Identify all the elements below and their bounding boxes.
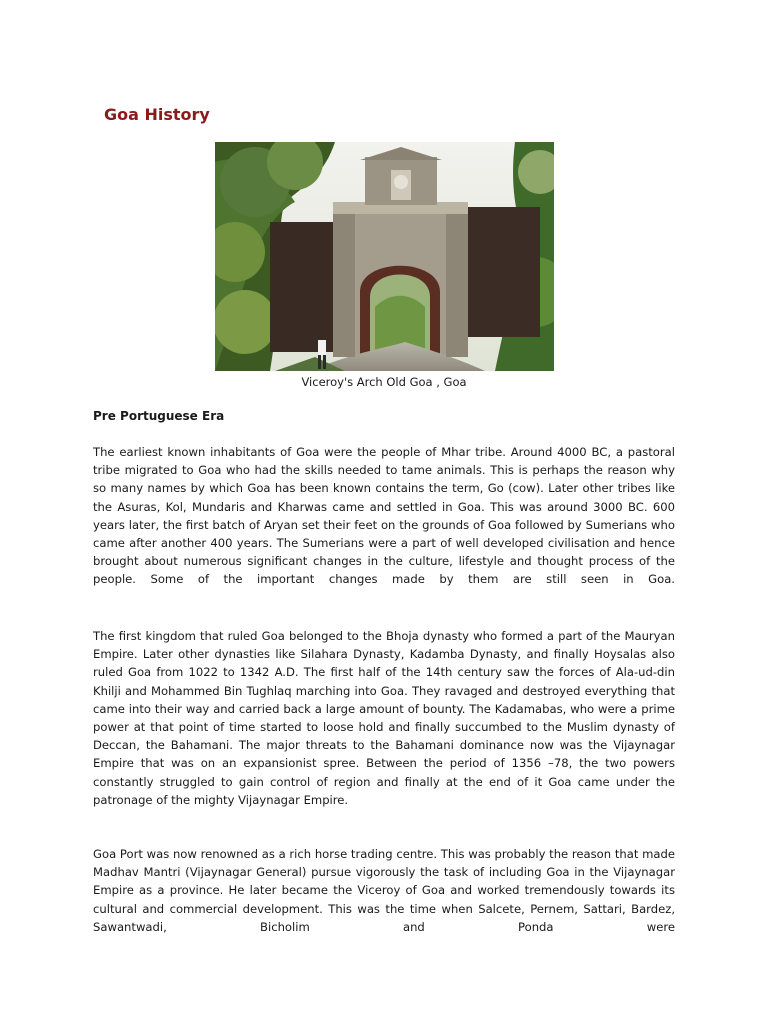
paragraph-inhabitants: The earliest known inhabitants of Goa were the people of Mhar tribe. Around 4000 BC, a pastoral tribe migrated to Goa who had the skills needed to tame animals. This is perhaps the reason why so many names by which Goa has been known contains the term, Go (cow). Later other tribes like the Asuras, Kol, Mundaris and Kharwas came and settled in Goa. This was around 3000 BC. 600 years later, the first batch of Aryan set their feet on the grounds of Goa followed by Sumerians who came after another 400 years. The Sumerians were a part of well developed civilisation and hence brought about numerous significant changes in the culture, lifestyle and thought process of the people. Some of the important changes made by them are still seen in Goa. [93, 445, 675, 587]
viceroys-arch-photo [215, 142, 554, 371]
page-title: Goa History [104, 105, 210, 124]
paragraph-kingdoms: The first kingdom that ruled Goa belonged to the Bhoja dynasty who formed a part of the Mauryan Empire. Later other dynasties like Silahara Dynasty, Kadamba Dynasty, and finally Hoysalas also ruled Goa from 1022 to 1342 A.D. The first half of the 14th century saw the forces of Ala-ud-din Khilji and Mohammed Bin Tughlaq marching into Goa. They ravaged and destroyed everything that came into their way and carried back a large amount of bounty. The Kadamabas, who were a prime power at that point of time started to loose hold and finally succumbed to the Muslim dynasty of Deccan, the Bahamani. The major threats to the Bahamani dominance now was the Vijaynagar Empire that was on an expansionist spree. Between the period of 1356 –78, the two powers constantly struggled to gain control of region and finally at the end of it Goa came under the patronage of the mighty Vijaynagar Empire. [93, 629, 675, 807]
section-heading: Pre Portuguese Era [93, 409, 225, 423]
paragraph-goa-port: Goa Port was now renowned as a rich horse trading centre. This was probably the reason that made Madhav Mantri (Vijaynagar General) pursue vigorously the task of including Goa in the Vijaynagar Empire as a province. He later became the Viceroy of Goa and worked tremendously towards its cultural and commercial development. This was the time when Salcete, Pernem, Sattari, Bardez, Sawantwadi, Bicholim and Ponda were [93, 847, 675, 934]
photo-caption: Viceroy's Arch Old Goa , Goa [301, 375, 467, 389]
